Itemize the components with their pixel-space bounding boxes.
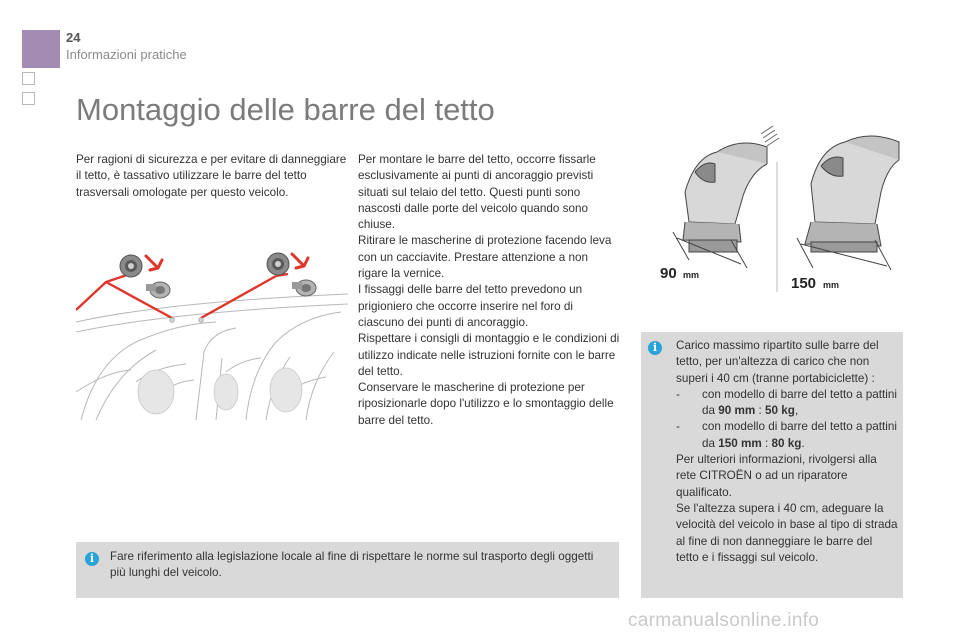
foot-size: 150 mm bbox=[718, 436, 762, 450]
load-intro: Carico massimo ripartito sulle barre del tetto, per un'altezza di carico che non superi i 40 cm (tranne portabiciclette) : bbox=[676, 339, 879, 385]
speed-note: Se l'altezza supera i 40 cm, adeguare la velocità del veicolo in base al tipo di strada al fine di non danneggiare le barre del tetto e i fissaggi sul veicolo. bbox=[676, 501, 898, 564]
foot-size-unit: mm bbox=[823, 280, 840, 290]
max-load: 80 kg bbox=[771, 436, 802, 450]
mounting-instructions bbox=[358, 152, 620, 429]
info-icon: i bbox=[648, 341, 662, 355]
load-info-box bbox=[641, 332, 903, 598]
safety-paragraph: Per ragioni di sicurezza e per evitare di danneggiare il tetto, è tassativo utilizzare le barre del tetto trasversali omologate per questo veicolo. bbox=[76, 153, 347, 199]
instruction-paragraph: Per montare le barre del tetto, occorre fissarle esclusivamente ai punti di ancoraggio previsti situati sul telaio del tetto. Questi punti sono nascosti dalle porte del veicolo quando sono chiuse. bbox=[358, 153, 596, 232]
foot-size-label-90: 90 bbox=[660, 265, 677, 282]
chapter-marker-box bbox=[22, 92, 35, 105]
page-number: 24 bbox=[66, 30, 81, 45]
chapter-marker-box bbox=[22, 72, 35, 85]
instruction-paragraph: Conservare le mascherine di protezione per riposizionarle dopo l'utilizzo e lo smontaggio delle barre del tetto. bbox=[358, 381, 614, 427]
foot-size-label-150: 150 bbox=[791, 275, 817, 292]
max-load: 50 kg bbox=[765, 404, 795, 418]
roof-anchor-illustration bbox=[76, 242, 348, 420]
legislation-info-box bbox=[76, 542, 619, 598]
watermark: carmanualsonline.info bbox=[628, 610, 820, 631]
foot-size: 90 mm bbox=[718, 404, 756, 418]
info-icon: i bbox=[85, 552, 99, 566]
list-dash: - bbox=[676, 420, 680, 434]
instruction-paragraph: I fissaggi delle barre del tetto prevedono un prigioniero che occorre inserire nel foro di ciascuno dei punti di ancoraggio. bbox=[358, 283, 583, 329]
instruction-paragraph: Rispettare i consigli di montaggio e le condizioni di utilizzo indicate nelle istruzioni fornite con le barre del tetto. bbox=[358, 332, 620, 378]
load-list-item: - con modello di barre del tetto a pattini da 150 mm : 80 kg. bbox=[676, 419, 898, 452]
list-dash: - bbox=[676, 387, 680, 401]
section-title: Informazioni pratiche bbox=[66, 47, 187, 62]
load-list-item: - con modello di barre del tetto a pattini da 90 mm : 50 kg, bbox=[676, 387, 898, 420]
foot-size-unit: mm bbox=[683, 270, 700, 280]
load-info-text bbox=[676, 338, 898, 566]
roof-bar-feet-illustration bbox=[655, 112, 905, 302]
page-title: Montaggio delle barre del tetto bbox=[76, 92, 495, 127]
instruction-paragraph: Ritirare le mascherine di protezione facendo leva con un cacciavite. Prestare attenzione a non rigare la vernice. bbox=[358, 234, 612, 281]
chapter-tab bbox=[22, 30, 60, 68]
legislation-note: Fare riferimento alla legislazione locale al fine di rispettare le norme sul trasporto degli oggetti più lunghi del veicolo. bbox=[110, 550, 594, 580]
dealer-note: Per ulteriori informazioni, rivolgersi alla rete CITROËN o ad un riparatore qualificato. bbox=[676, 453, 877, 499]
